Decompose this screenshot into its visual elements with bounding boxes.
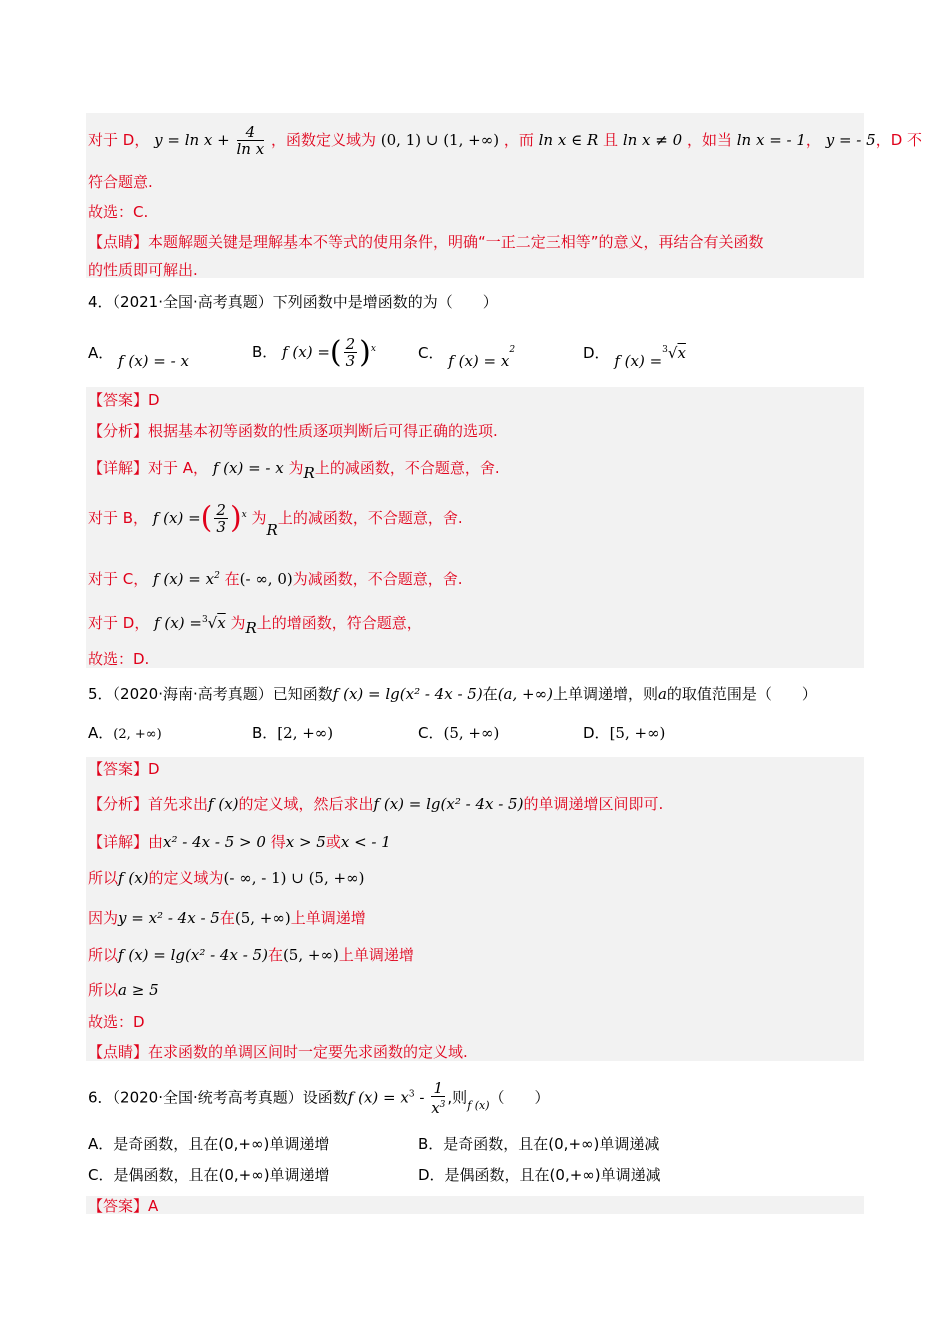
q6-option-b[interactable]: B．是奇函数，且在(0,+∞)单调递减 [418,1135,660,1153]
text: ，函数定义域为 [270,131,376,149]
solution-box-q6 [86,1196,864,1214]
math-expression: f (x) = lg(x² - 4x - 5) [118,946,268,964]
analysis-label: 【分析】 [88,795,149,813]
q5-step4 [88,980,159,1000]
q4-option-a[interactable] [88,342,189,370]
option-label: A． [88,724,114,742]
q5-step2 [88,908,366,928]
text: 对于 D， [88,614,150,632]
q4-conclusion: 故选：D. [88,650,150,668]
answer-value: D [148,760,160,778]
math-expression: f (x) = [282,343,330,361]
text: 所以 [88,981,119,999]
text: 对于 B， [88,509,149,527]
text: 的单调递增区间即可. [523,795,664,813]
q5-stem [88,684,817,704]
fraction-denominator [431,1097,445,1116]
text: 上单调递增 [290,909,366,927]
math-expression: (5, +∞) [443,724,500,742]
fraction-denominator: 3 [216,518,226,536]
exponent: 2 [509,345,516,355]
option-label: B． [252,343,278,361]
q5-option-b[interactable] [252,722,333,743]
text: 在 [482,685,498,703]
text: 为 [251,509,267,527]
math-expression: f (x) = lg(x² - 4x - 5) [332,685,483,703]
math-expression: f (x) = x [153,570,215,588]
root-index: 3 [662,345,668,355]
math-expression: (- ∞, - 1) ∪ (5, +∞) [223,869,365,887]
text: 对于 C， [88,570,149,588]
q3-note-line1 [88,232,764,252]
math-expression: [2, +∞) [277,724,334,742]
note-label: 【点睛】 [88,233,149,251]
math-expression: y = ln x + [154,131,230,149]
math-expression: x² - 4x - 5 > 0 [163,833,266,851]
math-expression: x > 5 [285,833,326,851]
fraction [344,336,358,369]
exponent: 3 [439,1100,446,1110]
option-label: A． [88,344,114,362]
math-expression: ln x = - 1 [736,131,806,149]
q6-option-c[interactable]: C．是偶函数，且在(0,+∞)单调递增 [88,1166,330,1184]
text: 为 [288,459,304,477]
text: ,则 [447,1088,468,1107]
q4-option-b[interactable]: B． f (x) =( $\frac{2}{3}$ )$^x$ [252,335,376,370]
text: 根据基本初等函数的性质逐项判断后可得正确的选项. [148,422,498,440]
q6-stem [88,1080,550,1116]
math-expression: R [266,521,278,539]
text: ，D 不 [875,131,923,149]
math-operator: - [419,1088,425,1107]
fraction-numerator: 4 [237,124,265,141]
note-label: 【点睛】 [88,1043,149,1061]
analysis-label: 【分析】 [88,422,149,440]
text: 上单调递增 [338,946,414,964]
math-expression: ln x ∈ R [538,131,599,149]
text: 在求函数的单调区间时一定要先求函数的定义域. [148,1043,468,1061]
text: 所以 [88,946,119,964]
math-expression: a [657,685,667,703]
text: 在 [224,570,240,588]
q4-detail-a [88,458,500,482]
text: 所以 [88,869,119,887]
exponent: x [241,510,247,520]
math-expression: (2, +∞) [113,727,162,742]
fraction-denominator: 3 [345,352,356,370]
text: 6．（2020·全国·统考高考真题）设函数 [88,1088,348,1107]
detail-label: 【详解】 [88,833,149,851]
q6-option-d[interactable]: D．是偶函数，且在(0,+∞)单调递减 [418,1166,661,1184]
math-expression: f (x) = x [347,1088,409,1107]
text: ，而 [503,131,534,149]
text: 在 [267,946,283,964]
fraction [431,1080,445,1116]
q4-option-c[interactable] [418,342,516,370]
radicand: x [217,614,226,632]
answer-label: 【答案】 [88,391,149,409]
text: 5．（2020·海南·高考真题）已知函数 [88,685,333,703]
q5-analysis [88,794,663,814]
q5-step3 [88,945,414,965]
q6-answer [88,1196,158,1216]
text: 因为 [88,909,119,927]
math-expression: (5, +∞) [282,946,339,964]
text: 在 [219,909,235,927]
text: x [431,1099,440,1117]
text: 得 [270,833,286,851]
answer-label: 【答案】 [88,1197,149,1215]
fraction [237,124,265,157]
text: 本题解题关键是理解基本不等式的使用条件，明确“一正二定三相等”的意义，再结合有关函数 [148,233,764,251]
fraction-denominator: ln x [236,140,265,158]
math-expression: (0, 1) ∪ (1, +∞) [380,131,500,149]
text: 首先求出 [148,795,209,813]
q5-option-a[interactable] [88,722,162,743]
q5-option-d[interactable] [583,722,665,743]
q4-answer [88,390,160,410]
text: ， [805,131,821,149]
math-expression: f (x) = [154,614,202,632]
q4-detail-c [88,566,463,589]
exponent: 3 [408,1089,415,1100]
text: 且 [603,131,619,149]
math-expression: f (x) = [614,352,663,370]
text: ，如当 [686,131,732,149]
q4-detail-d: 对于 D， f (x) =$^3$√x 为R上的增函数，符合题意， [88,614,422,637]
q4-detail-b: 对于 B， f (x) =( $\frac{2}{3}$ )$^x$ 为R上的减函数，不合题意，舍. [88,500,463,539]
q5-answer [88,759,160,779]
q4-analysis [88,421,498,441]
q3-line2: 符合题意. [88,173,153,191]
math-expression: f (x) = - x [118,352,189,370]
q5-note [88,1042,468,1062]
text: 上的增函数，符合题意， [256,614,422,632]
option-label: C． [418,344,444,362]
text: （ ） [489,1088,550,1107]
root-index: 3 [201,615,208,625]
math-expression: (- ∞, 0) [239,570,293,588]
math-expression: f (x) [208,795,239,813]
option-label: D． [583,344,610,362]
answer-value: A [148,1197,159,1215]
text: 对于 D， [88,131,150,149]
math-expression: R [303,464,315,482]
math-expression: (a, +∞) [497,685,553,703]
math-expression: f (x) [467,1098,490,1112]
radicand: x [677,344,686,362]
math-expression: (5, +∞) [234,909,291,927]
math-expression: R [245,619,257,637]
fraction [214,502,228,535]
text: 的定义域，然后求出 [238,795,374,813]
math-expression: f (x) = x [448,352,510,370]
math-expression: f (x) = lg(x² - 4x - 5) [373,795,524,813]
q5-conclusion: 故选：D [88,1013,145,1031]
math-expression: f (x) = [152,509,201,527]
q5-detail [88,832,391,852]
option-label: C． [418,724,444,742]
exponent: x [370,344,376,354]
math-expression: x < - 1 [340,833,391,851]
text: 或 [325,833,341,851]
text: 的定义域为 [148,869,224,887]
detail-label: 【详解】 [88,459,149,477]
math-expression: [5, +∞) [609,724,666,742]
fraction-numerator: 2 [345,335,356,353]
q5-step1 [88,868,364,888]
answer-label: 【答案】 [88,760,149,778]
answer-value: D [148,391,160,409]
q3-detail-d-line [88,124,922,157]
option-label: B． [252,724,278,742]
math-expression: a ≥ 5 [118,981,159,999]
text: 为减函数，不合题意，舍. [292,570,463,588]
text: 的取值范围是（ ） [666,685,817,703]
q4-option-d[interactable]: D． f (x) =$^3$√x [583,344,686,370]
q3-conclusion: 故选：C. [88,203,149,221]
text: 对于 A， [148,459,209,477]
text: 上的减函数，不合题意，舍. [314,459,500,477]
math-expression: y = x² - 4x - 5 [118,909,220,927]
q3-note-line2: 的性质即可解出. [88,261,198,279]
text: 由 [148,833,164,851]
math-expression: ln x ≠ 0 [622,131,683,149]
q5-option-c[interactable] [418,722,499,743]
fraction-numerator: 2 [216,501,226,519]
text: 上单调递增，则 [552,685,658,703]
option-label: D． [583,724,610,742]
q6-option-a[interactable]: A．是奇函数，且在(0,+∞)单调递增 [88,1135,330,1153]
text: 上的减函数，不合题意，舍. [277,509,463,527]
text: 为 [230,614,246,632]
fraction-numerator: 1 [431,1080,445,1097]
math-expression: y = - 5 [825,131,876,149]
math-expression: f (x) = - x [212,459,284,477]
exponent: 2 [214,571,220,581]
q4-stem: 4．（2021·全国·高考真题）下列函数中是增函数的为（ ） [88,293,498,311]
math-expression: f (x) [118,869,149,887]
